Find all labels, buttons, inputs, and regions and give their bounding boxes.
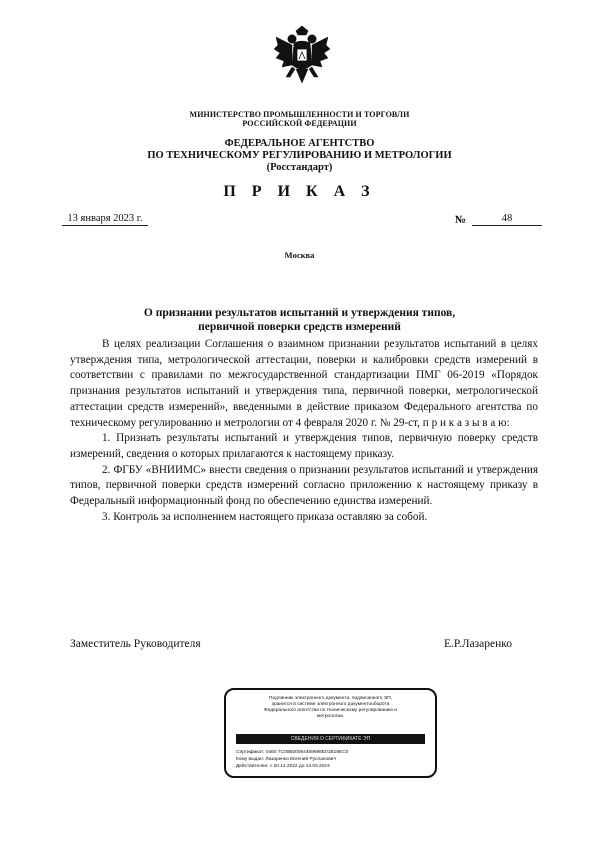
order-body (70, 337, 538, 525)
emblem (272, 25, 332, 89)
order-title-line-1: О признании результатов испытаний и утверждения типов, (143, 307, 456, 319)
stamp-details (236, 749, 425, 770)
agency-name (0, 138, 599, 174)
ministry-name (0, 110, 599, 128)
agency-line-2: ПО ТЕХНИЧЕСКОМУ РЕГУЛИРОВАНИЮ И МЕТРОЛОГИИ (147, 150, 452, 161)
document-type: П Р И К А З (223, 183, 376, 200)
body-paragraph-item-1: 1. Признать результаты испытаний и утверждения типов, первичную поверку средств измерений, сведения о которых прилагаются к настоящему приказу. (70, 432, 538, 460)
ministry-line-2: РОССИЙСКОЙ ФЕДЕРАЦИИ (242, 119, 357, 128)
agency-line-3: (Росстандарт) (266, 162, 333, 173)
stamp-certificate: Сертификат: 0460 7C00B00054469698E01B19EC0 (236, 750, 349, 755)
stamp-line-4: метрологии. (316, 714, 345, 719)
electronic-signature-stamp (224, 688, 437, 778)
body-paragraph-preamble: В целях реализации Соглашения о взаимном признании результатов испытаний в целях утверждения типа, метрологической аттестации, поверки и калибровки средств измерений в соответствии с правилами по межгосударственной стандартизации ПМГ 06-2019 «Порядок признания результатов испытаний и утверждения типа, первичной поверки, метрологической аттестации средств измерений», введенными в действие приказом Федерального агентства по техническому регулированию и метрологии от 4 февраля 2020 г. № 29-ст, п р и к а з ы в а ю: (70, 338, 538, 429)
stamp-line-3: Федерального агентства по техническому регулированию и (264, 708, 397, 713)
russian-coat-of-arms-icon (272, 25, 332, 89)
order-number-label: № (455, 214, 467, 226)
stamp-line-1: Подлинник электронного документа, подписанного ЭП, (269, 696, 392, 701)
body-paragraph-item-2: 2. ФГБУ «ВНИИМС» внести сведения о признании результатов испытаний и утверждения типов, первичной поверки средств измерений согласно приложению к настоящему приказу в Федеральный информационный фонд по обеспечению единства измерений. (70, 463, 538, 508)
order-title (0, 306, 599, 334)
city: Москва (284, 250, 315, 260)
ministry-line-1: МИНИСТЕРСТВО ПРОМЫШЛЕННОСТИ И ТОРГОВЛИ (189, 110, 410, 119)
agency-line-1: ФЕДЕРАЛЬНОЕ АГЕНТСТВО (224, 138, 375, 149)
order-date: 13 января 2023 г. (62, 213, 148, 226)
order-number: 48 (472, 213, 542, 226)
signer-name: Е.Р.Лазаренко (444, 638, 513, 650)
signer-position: Заместитель Руководителя (70, 638, 201, 650)
stamp-validity: Действителен: с 20.12.2022 до 14.03.2024 (236, 764, 330, 769)
stamp-notice (236, 696, 425, 720)
stamp-certificate-header: СВЕДЕНИЯ О СЕРТИФИКАТЕ ЭП (236, 734, 425, 744)
body-paragraph-item-3: 3. Контроль за исполнением настоящего приказа оставляю за собой. (102, 510, 428, 523)
stamp-owner: Кому выдан: Лазаренко Евгений Русланович (236, 757, 336, 762)
order-title-line-2: первичной поверки средств измерений (198, 321, 401, 333)
stamp-line-2: хранится в системе электронного документооборота (271, 702, 390, 707)
